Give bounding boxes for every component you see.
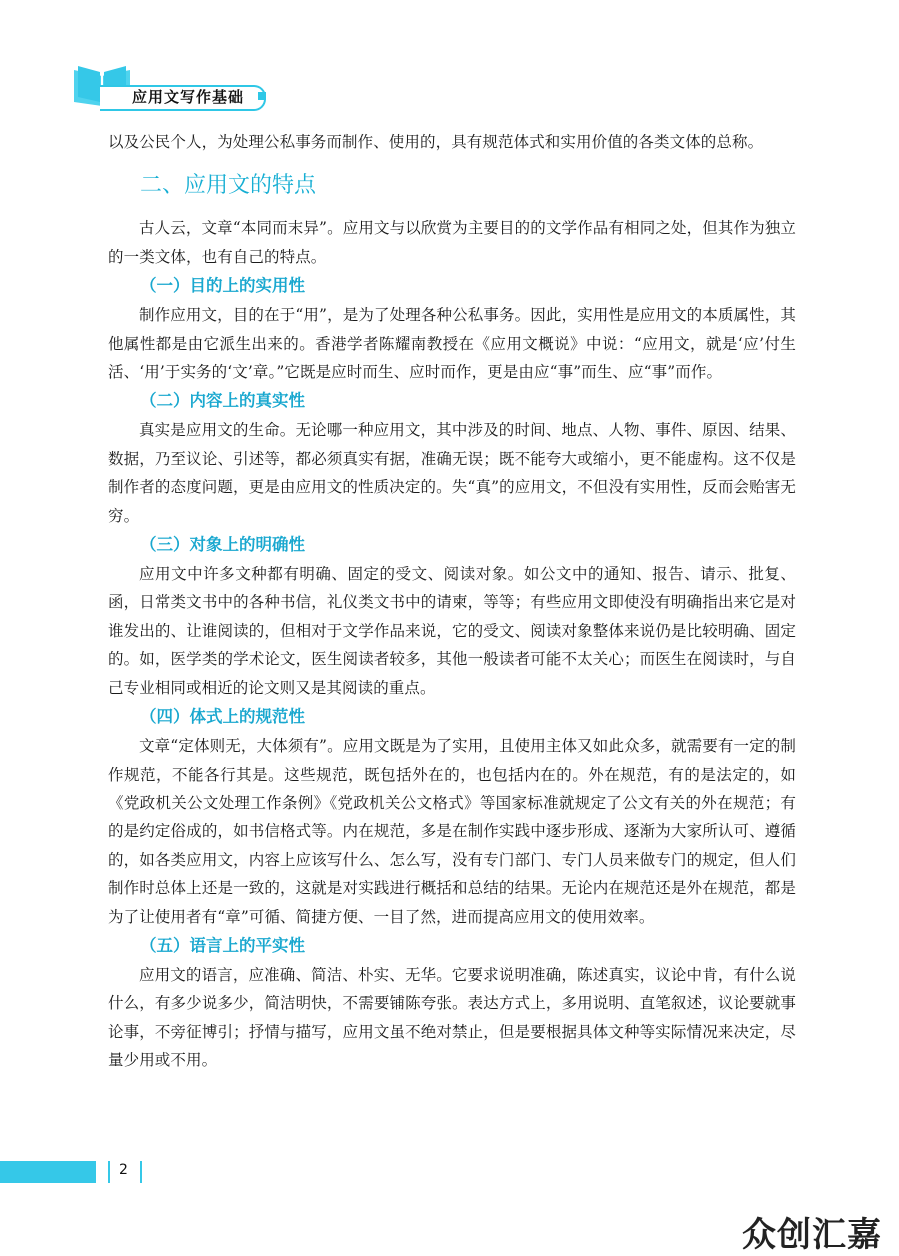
page-content xyxy=(108,120,796,1075)
footer-divider-left xyxy=(108,1161,110,1183)
watermark-logo: 众创汇嘉 xyxy=(742,1215,882,1255)
subsection-title-1: （一）目的上的实用性 xyxy=(140,276,305,296)
book-title: 应用文写作基础 xyxy=(132,88,245,106)
subsection-text-5: 应用文的语言，应准确、简洁、朴实、无华。它要求说明准确，陈述真实，议论中肯，有什么说什么，有多少说多少，简洁明快，不需要铺陈夸张。表达方式上，多用说明、直笔叙述，议论要就事论事，不旁征博引；抒情与描写，应用文虽不绝对禁止，但是要根据具体文种等实际情况来决定，尽量少用或不用。 xyxy=(108,965,796,1070)
intro-paragraph: 以及公民个人，为处理公私事务而制作、使用的，具有规范体式和实用价值的各类文体的总称。 xyxy=(108,133,764,151)
subsection-text-4: 文章“定体则无，大体须有”。应用文既是为了实用，且使用主体又如此众多，就需要有一定的制作规范，不能各行其是。这些规范，既包括外在的，也包括内在的。外在规范，有的是法定的，如《党政机关公文处理工作条例》《党政机关公文格式》等国家标准就规定了公文有关的外在规范；有的是约定俗成的，如书信格式等。内在规范，多是在制作实践中逐步形成、逐渐为大家所认可、遵循的，如各类应用文，内容上应该写什么、怎么写，没有专门部门、专门人员来做专门的规定，但人们制作时总体上还是一致的，这就是对实践进行概括和总结的结果。无论内在规范还是外在规范，都是为了让使用者有“章”可循、简捷方便、一目了然，进而提高应用文的使用效率。 xyxy=(108,737,796,926)
section-lead-paragraph: 古人云，文章“本同而末异”。应用文与以欣赏为主要目的的文学作品有相同之处，但其作为独立的一类文体，也有自己的特点。 xyxy=(108,219,796,266)
section-title: 二、应用文的特点 xyxy=(140,173,317,199)
subsection-text-3: 应用文中许多文种都有明确、固定的受文、阅读对象。如公文中的通知、报告、请示、批复、函，日常类文书中的各种书信，礼仪类文书中的请柬，等等；有些应用文即使没有明确指出来它是对谁发出的、让谁阅读的，但相对于文学作品来说，它的受文、阅读对象整体来说仍是比较明确、固定的。如，医学类的学术论文，医生阅读者较多，其他一般读者可能不太关心；而医生在阅读时，与自己专业相同或相近的论文则又是其阅读的重点。 xyxy=(108,565,796,697)
header-square-decoration xyxy=(258,92,266,100)
footer-divider-right xyxy=(140,1161,142,1183)
subsection-title-4: （四）体式上的规范性 xyxy=(140,707,305,727)
subsection-title-2: （二）内容上的真实性 xyxy=(140,391,305,411)
footer-color-band xyxy=(0,1161,96,1183)
subsection-title-5: （五）语言上的平实性 xyxy=(140,935,305,955)
page-number: 2 xyxy=(119,1162,128,1178)
subsection-text-2: 真实是应用文的生命。无论哪一种应用文，其中涉及的时间、地点、人物、事件、原因、结果、数据，乃至议论、引述等，都必须真实有据，准确无误；既不能夸大或缩小，更不能虚构。这不仅是制作者的态度问题，更是由应用文的性质决定的。失“真”的应用文，不但没有实用性，反而会贻害无穷。 xyxy=(108,421,796,525)
subsection-text-1: 制作应用文，目的在于“用”，是为了处理各种公私事务。因此，实用性是应用文的本质属性，其他属性都是由它派生出来的。香港学者陈耀南教授在《应用文概说》中说：“应用文，就是‘应’付生活、‘用’于实务的‘文’章。”它既是应时而生、应时而作，更是由应“事”而生、应“事”而作。 xyxy=(108,306,796,382)
subsection-title-3: （三）对象上的明确性 xyxy=(140,535,305,555)
page-header xyxy=(0,0,899,120)
